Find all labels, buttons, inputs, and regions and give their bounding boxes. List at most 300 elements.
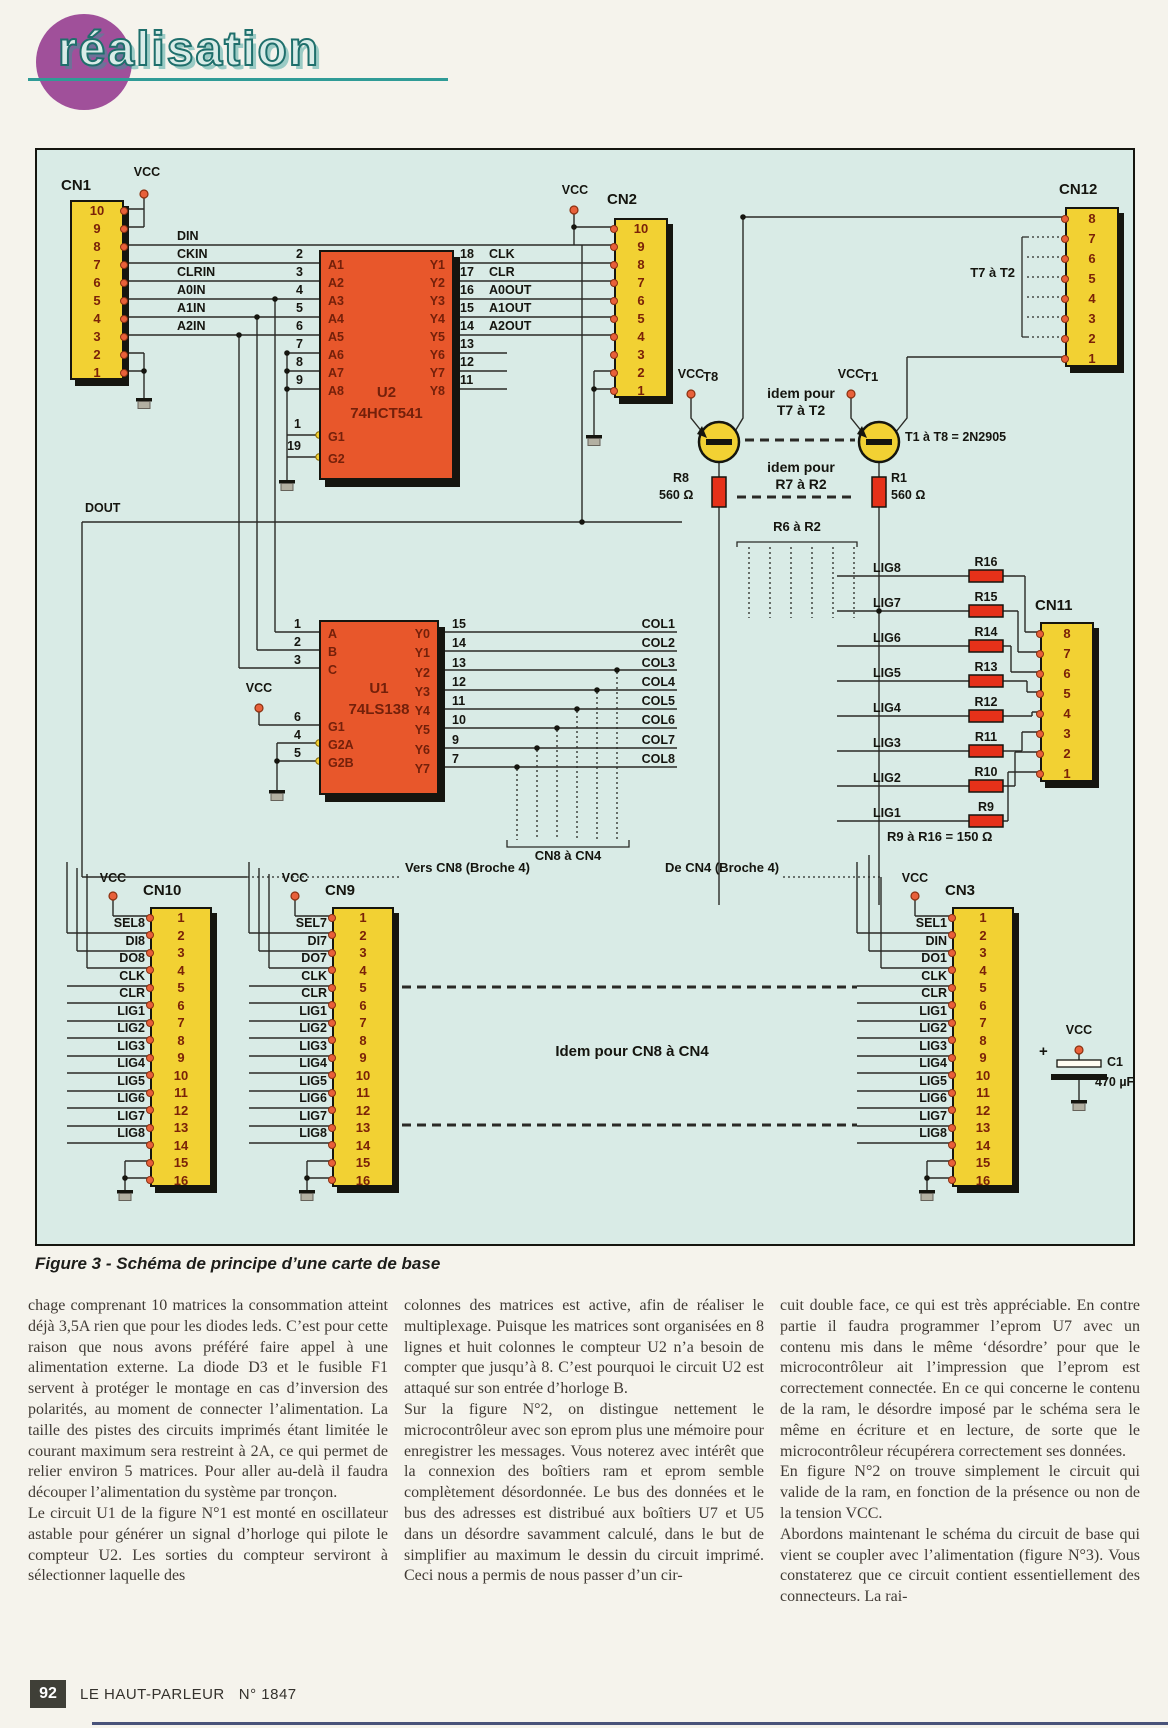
item: CLR bbox=[489, 265, 515, 279]
cn3-pin: 16 bbox=[954, 1172, 1012, 1190]
r1-name: R1 bbox=[891, 471, 907, 485]
cn9-pin: 16 bbox=[334, 1172, 392, 1190]
cn10-pin: 1 bbox=[152, 909, 210, 927]
u1-left-pin: B bbox=[328, 645, 338, 659]
cn1-pin: 6 bbox=[72, 274, 122, 292]
footer-rule bbox=[92, 1722, 1168, 1725]
cn10-pin: 2 bbox=[152, 927, 210, 945]
item: DIN bbox=[177, 229, 199, 243]
vcc-label-cn9: VCC bbox=[281, 871, 309, 885]
item: A0OUT bbox=[489, 283, 532, 297]
cn1-label: CN1 bbox=[61, 177, 92, 194]
cn12-label: CN12 bbox=[1059, 181, 1098, 198]
item: R10 bbox=[974, 765, 998, 779]
item: CLK bbox=[119, 968, 145, 983]
item: DO8 bbox=[119, 951, 145, 965]
u1-right-pin: Y5 bbox=[414, 723, 430, 738]
item: CLR bbox=[921, 986, 947, 1000]
cn10-pin: 3 bbox=[152, 944, 210, 962]
cn10-pin: 7 bbox=[152, 1014, 210, 1032]
cn11-connector bbox=[1040, 622, 1094, 782]
item: 6 bbox=[294, 710, 301, 724]
item: LIG6 bbox=[873, 631, 901, 645]
u2-left-pin: A4 bbox=[328, 312, 344, 326]
item: COL1 bbox=[641, 617, 675, 631]
vcc-label-c1: VCC bbox=[1065, 1023, 1093, 1037]
cn9-pin: 3 bbox=[334, 944, 392, 962]
cn3-label: CN3 bbox=[945, 882, 976, 899]
cn3-pin: 9 bbox=[954, 1049, 1012, 1067]
item: R11 bbox=[974, 730, 998, 744]
magazine-footer bbox=[80, 1686, 297, 1703]
de-cn4-label: De CN4 (Broche 4) bbox=[665, 860, 780, 875]
item: LIG3 bbox=[117, 1038, 145, 1053]
cn11-pin: 5 bbox=[1042, 684, 1092, 704]
cn10-pin: 8 bbox=[152, 1032, 210, 1050]
u1-left-numbers bbox=[275, 615, 301, 669]
vers-cn8-label: Vers CN8 (Broche 4) bbox=[405, 860, 530, 875]
paragraph: colonnes des matrices est active, afin de réaliser le multiplexage. Puisque les matrices sont organisées en 8 lignes et huit colonnes le compteur U2 n’a besoin de compter que jusqu’à 8. C’est pourquoi le circuit U2 est attaqué sur son entrée d’horloge B. bbox=[404, 1297, 764, 1398]
cn12-pin: 8 bbox=[1067, 209, 1117, 229]
c1-value: 470 µF bbox=[1095, 1075, 1135, 1089]
item: COL4 bbox=[641, 674, 675, 689]
item: LIG7 bbox=[299, 1108, 327, 1123]
t8-label: T8 bbox=[703, 369, 719, 384]
vcc-label-cn10: VCC bbox=[99, 871, 127, 885]
vcc-label-cn2: VCC bbox=[561, 183, 589, 197]
cn3-pin: 13 bbox=[954, 1119, 1012, 1137]
cn10-pin: 4 bbox=[152, 962, 210, 980]
cn10-pin: 9 bbox=[152, 1049, 210, 1067]
cn8-cn4-bracket-label: CN8 à CN4 bbox=[534, 848, 602, 863]
item: LIG4 bbox=[117, 1056, 145, 1070]
u1-ic bbox=[319, 620, 439, 795]
item: 2 bbox=[296, 247, 303, 261]
cn9-signals bbox=[245, 915, 327, 1143]
vcc-label-t8: VCC bbox=[677, 367, 705, 381]
item: 12 bbox=[452, 674, 466, 689]
item: LIG6 bbox=[117, 1091, 145, 1105]
item: LIG8 bbox=[919, 1126, 947, 1140]
paragraph: En figure N°2 on trouve simplement le circuit qui valide de la ram, en fonction de la présence ou non de la tension VCC. bbox=[780, 1463, 1140, 1522]
item: 3 bbox=[296, 265, 303, 279]
r1-value: 560 Ω bbox=[891, 488, 926, 502]
article-body bbox=[28, 1296, 1140, 1608]
item: LIG7 bbox=[919, 1108, 947, 1123]
item: LIG2 bbox=[919, 1021, 947, 1035]
cn9-label: CN9 bbox=[325, 882, 356, 899]
item: CLK bbox=[489, 247, 515, 261]
item: LIG2 bbox=[873, 771, 901, 785]
cn3-pin: 11 bbox=[954, 1084, 1012, 1102]
cn10-pin: 11 bbox=[152, 1084, 210, 1102]
cn11-pin: 8 bbox=[1042, 624, 1092, 644]
cn3-signals bbox=[853, 915, 947, 1143]
magazine-section-logo: réalisation bbox=[58, 23, 321, 76]
item: 15 bbox=[452, 617, 466, 631]
cn10-label: CN10 bbox=[143, 882, 182, 899]
dout-label: DOUT bbox=[85, 501, 121, 515]
item: LIG4 bbox=[919, 1056, 947, 1070]
cn3-pin: 14 bbox=[954, 1137, 1012, 1155]
u2-right-pin: Y4 bbox=[429, 312, 445, 326]
item: 2 bbox=[294, 635, 301, 649]
paragraph: Abordons maintenant le schéma du circuit de base qui vient se coupler avec l’alimentation (figure N°3). Vous constaterez que ce circuit contient essentiellement des connecteurs. La rai- bbox=[780, 1525, 1140, 1606]
item: LIG2 bbox=[299, 1021, 327, 1035]
item: LIG1 bbox=[919, 1003, 947, 1018]
item: LIG7 bbox=[117, 1108, 145, 1123]
item: COL2 bbox=[641, 636, 675, 651]
cn3-pin: 5 bbox=[954, 979, 1012, 997]
item: CLK bbox=[921, 968, 947, 983]
u2-right-numbers bbox=[460, 245, 486, 389]
item: R9 bbox=[978, 800, 994, 814]
paragraph: Le circuit U1 de la figure N°1 est monté en oscillateur astable pour générer un signal d’horloge qui pilote le compteur U2. Les sorties du compteur serviront à sélectionner laquelle des bbox=[28, 1504, 388, 1585]
u2-right-pin: Y7 bbox=[429, 366, 445, 380]
cn1-pin: 3 bbox=[72, 328, 122, 346]
u1-right-pin: Y2 bbox=[414, 665, 430, 680]
u2-enable-pin: G1 bbox=[328, 430, 345, 444]
cn3-pin: 15 bbox=[954, 1154, 1012, 1172]
item: 11 bbox=[452, 694, 466, 709]
cn12-pin: 1 bbox=[1067, 349, 1117, 369]
item: CLK bbox=[301, 968, 327, 983]
item: LIG5 bbox=[873, 666, 901, 680]
page-number: 92 bbox=[30, 1680, 66, 1708]
item: 5 bbox=[294, 746, 301, 760]
cn2-pin: 8 bbox=[616, 256, 666, 274]
item: LIG6 bbox=[919, 1091, 947, 1105]
item: LIG5 bbox=[299, 1073, 327, 1088]
cn9-pin: 8 bbox=[334, 1032, 392, 1050]
item: 5 bbox=[296, 301, 303, 315]
item: DO1 bbox=[921, 951, 947, 965]
item: DI7 bbox=[307, 933, 327, 948]
header-rule bbox=[28, 78, 448, 81]
u2-enable-numbers bbox=[265, 413, 301, 457]
cn1-pin: 1 bbox=[72, 364, 122, 382]
cn3-pin: 7 bbox=[954, 1014, 1012, 1032]
u1-right-pin: Y1 bbox=[414, 646, 430, 661]
cn1-pin: 5 bbox=[72, 292, 122, 310]
article-column-3 bbox=[780, 1296, 1140, 1608]
cn12-connector bbox=[1065, 207, 1119, 367]
u1-out-signals bbox=[611, 615, 675, 769]
cn9-pin: 13 bbox=[334, 1119, 392, 1137]
item: 4 bbox=[296, 283, 303, 297]
item: LIG5 bbox=[117, 1073, 145, 1088]
cn2-pin: 3 bbox=[616, 346, 666, 364]
item: COL8 bbox=[641, 752, 675, 767]
u2-right-pin: Y3 bbox=[429, 294, 445, 308]
cn9-pin: 9 bbox=[334, 1049, 392, 1067]
cn10-pin: 16 bbox=[152, 1172, 210, 1190]
cn3-pin: 8 bbox=[954, 1032, 1012, 1050]
idem-cn8-cn4-label: Idem pour CN8 à CN4 bbox=[555, 1043, 709, 1060]
lig-row-labels bbox=[873, 551, 915, 831]
cn1-connector bbox=[70, 200, 124, 380]
u1-right-pin: Y0 bbox=[414, 627, 430, 641]
item: LIG3 bbox=[299, 1038, 327, 1053]
u2-out-signals bbox=[489, 245, 569, 335]
cn3-pin: 12 bbox=[954, 1102, 1012, 1120]
cn1-pin: 9 bbox=[72, 220, 122, 238]
u2-left-pin: A8 bbox=[328, 384, 344, 398]
cn9-pin: 10 bbox=[334, 1067, 392, 1085]
r6-r2-range-label: R6 à R2 bbox=[773, 519, 821, 534]
vcc-label-cn1: VCC bbox=[133, 165, 161, 179]
item: A1OUT bbox=[489, 301, 532, 315]
item: 1 bbox=[294, 617, 301, 631]
item: CLR bbox=[301, 986, 327, 1000]
page-header bbox=[0, 0, 1168, 120]
item: 8 bbox=[296, 355, 303, 369]
cn9-pin: 11 bbox=[334, 1084, 392, 1102]
item: 1 bbox=[294, 417, 301, 431]
cn9-pin: 15 bbox=[334, 1154, 392, 1172]
item: LIG3 bbox=[873, 736, 901, 750]
item: A0IN bbox=[177, 283, 206, 297]
u2-enable-pin: G2 bbox=[328, 452, 345, 466]
item: LIG3 bbox=[919, 1038, 947, 1053]
paragraph: cuit double face, ce qui est très appréciable. En contre partie il faudra programmer l’eprom U7 avec un contenu mis dans le même ‘désordre’ pour que le microcontrôleur ait l’impression que l’eprom est correctement connectée. En ce qui concerne le contenu de la ram, le désordre imposé par le schéma sera le même en écriture et en lecture, de sorte que le microcontrôleur récupérera correctement ses données. bbox=[780, 1297, 1140, 1460]
item: 4 bbox=[294, 728, 301, 742]
item: SEL8 bbox=[113, 916, 145, 930]
issue-number: N° 1847 bbox=[238, 1686, 297, 1703]
item: LIG6 bbox=[299, 1091, 327, 1105]
figure3-schematic bbox=[35, 148, 1135, 1246]
figure-caption: Figure 3 - Schéma de principe d’une carte de base bbox=[35, 1254, 441, 1273]
cn9-pin: 1 bbox=[334, 909, 392, 927]
cn2-pin: 7 bbox=[616, 274, 666, 292]
item: DI8 bbox=[125, 933, 145, 948]
cn10-pin: 12 bbox=[152, 1102, 210, 1120]
cn1-pin: 4 bbox=[72, 310, 122, 328]
transistor-type-note: T1 à T8 = 2N2905 bbox=[905, 430, 1007, 444]
cn10-pin: 5 bbox=[152, 979, 210, 997]
t1-label: T1 bbox=[863, 369, 879, 384]
r8-name: R8 bbox=[673, 471, 689, 485]
u2-left-pin: A5 bbox=[328, 330, 344, 344]
item: 13 bbox=[452, 655, 466, 670]
item: COL3 bbox=[641, 655, 675, 670]
cn2-pin: 6 bbox=[616, 292, 666, 310]
lig-resistor-labels bbox=[967, 545, 1005, 825]
u2-right-pin: Y6 bbox=[429, 348, 445, 362]
cn9-pin: 12 bbox=[334, 1102, 392, 1120]
item: COL7 bbox=[641, 732, 675, 747]
cn2-pin: 9 bbox=[616, 238, 666, 256]
item: 10 bbox=[452, 713, 466, 728]
item: COL6 bbox=[641, 713, 675, 728]
item: LIG2 bbox=[117, 1021, 145, 1035]
cn11-label: CN11 bbox=[1035, 597, 1073, 614]
cn10-signals bbox=[63, 915, 145, 1143]
u2-left-pin: A2 bbox=[328, 276, 344, 290]
u2-part: 74HCT541 bbox=[350, 405, 423, 422]
cn11-pin: 2 bbox=[1042, 744, 1092, 764]
item: R12 bbox=[974, 695, 998, 709]
cn10-pin: 14 bbox=[152, 1137, 210, 1155]
cn3-pin: 1 bbox=[954, 909, 1012, 927]
item: R13 bbox=[974, 660, 998, 674]
item: 18 bbox=[460, 247, 474, 261]
item: LIG1 bbox=[117, 1003, 145, 1018]
idem-r-label: idem pour bbox=[767, 459, 835, 475]
paragraph: chage comprenant 10 matrices la consommation atteint déjà 3,5A rien que pour les diodes leds. C’est pour cette raison que nous avons préféré faire appel à une alimentation externe. La diode D3 et le fusible F1 servent à protéger le montage en cas d’inversion des polarités, au moment de connecter l’alimentation. La taille des pistes des circuits imprimés étant limitée le courant maximum sera restreint à 2A, ce qui permet de relier environ 5 matrices. Pour aller au-delà il faudra découper l’alimentation du système par tronçon. bbox=[28, 1297, 388, 1502]
u1-left-pin: C bbox=[328, 663, 338, 677]
cn3-pin: 10 bbox=[954, 1067, 1012, 1085]
item: LIG5 bbox=[919, 1073, 947, 1088]
item: 7 bbox=[452, 752, 459, 767]
item: A1IN bbox=[177, 301, 206, 315]
item: 11 bbox=[460, 373, 474, 387]
r8-value: 560 Ω bbox=[659, 488, 694, 502]
cn12-pin: 6 bbox=[1067, 249, 1117, 269]
item: DIN bbox=[925, 933, 947, 948]
cn10-pin: 10 bbox=[152, 1067, 210, 1085]
paragraph: Sur la figure N°2, on distingue nettement le microcontrôleur avec son eprom plus une mémoire pour enregistrer les messages. Vous noterez avec intérêt que la connexion des boîtiers ram et eprom semble complètement désordonnée. Le bus des données et le bus des adresses est distribué aux boîtiers U7 et U5 dans un désordre savamment calculé, dans le but de simplifier au maximum le dessin du circuit imprimé. Ceci nous a permis de nous passer d’un cir- bbox=[404, 1400, 764, 1585]
cn11-pin: 4 bbox=[1042, 704, 1092, 724]
item: CLR bbox=[119, 986, 145, 1000]
u1-left-pin: A bbox=[328, 627, 338, 641]
u2-right-pin: Y8 bbox=[429, 384, 445, 398]
article-column-1 bbox=[28, 1296, 388, 1608]
cn12-pin: 3 bbox=[1067, 309, 1117, 329]
cn10-pin: 6 bbox=[152, 997, 210, 1015]
item: 14 bbox=[460, 319, 474, 333]
cn9-pin: 5 bbox=[334, 979, 392, 997]
cn10-pin: 15 bbox=[152, 1154, 210, 1172]
u2-left-pin: A3 bbox=[328, 294, 344, 308]
item: 15 bbox=[460, 301, 474, 315]
item: 6 bbox=[296, 319, 303, 333]
cn11-pin: 1 bbox=[1042, 764, 1092, 784]
cn1-pin: 7 bbox=[72, 256, 122, 274]
item: R14 bbox=[974, 625, 998, 639]
cn10-pin: 13 bbox=[152, 1119, 210, 1137]
u1-name: U1 bbox=[369, 680, 389, 697]
item: 19 bbox=[287, 439, 301, 453]
u2-ic bbox=[319, 250, 454, 480]
item: R16 bbox=[974, 555, 998, 569]
item: 9 bbox=[296, 373, 303, 387]
cn9-pin: 14 bbox=[334, 1137, 392, 1155]
transistor-t1-icon bbox=[857, 422, 899, 462]
u2-name: U2 bbox=[376, 384, 397, 401]
cn2-pin: 2 bbox=[616, 364, 666, 382]
item: 9 bbox=[452, 732, 459, 747]
item: LIG1 bbox=[873, 806, 901, 820]
cn12-pin: 4 bbox=[1067, 289, 1117, 309]
item: LIG4 bbox=[299, 1056, 327, 1070]
cn2-label: CN2 bbox=[607, 191, 638, 208]
cn2-pin: 1 bbox=[616, 382, 666, 400]
cn3-pin: 3 bbox=[954, 944, 1012, 962]
item: R15 bbox=[974, 590, 998, 604]
cn3-pin: 4 bbox=[954, 962, 1012, 980]
article-column-2 bbox=[404, 1296, 764, 1608]
u1-enable-pin: G2B bbox=[328, 756, 354, 770]
item: CLRIN bbox=[177, 265, 216, 279]
item: LIG8 bbox=[117, 1126, 145, 1140]
c1-name: C1 bbox=[1107, 1055, 1123, 1069]
item: LIG8 bbox=[299, 1126, 327, 1140]
cn11-pin: 7 bbox=[1042, 644, 1092, 664]
cn3-connector bbox=[952, 907, 1014, 1187]
item: A2OUT bbox=[489, 319, 532, 333]
u2-right-pin: Y2 bbox=[429, 276, 445, 290]
u2-left-pin: A1 bbox=[328, 258, 344, 272]
u2-right-pin: Y5 bbox=[429, 330, 445, 344]
item: LIG7 bbox=[873, 596, 901, 610]
idem-t-range-label: T7 à T2 bbox=[776, 402, 826, 418]
cn1-pin: 8 bbox=[72, 238, 122, 256]
cn3-pin: 2 bbox=[954, 927, 1012, 945]
cn9-pin: 7 bbox=[334, 1014, 392, 1032]
vcc-label-u1: VCC bbox=[245, 681, 273, 695]
u1-enable-numbers bbox=[275, 708, 301, 762]
item: LIG8 bbox=[873, 561, 901, 575]
item: LIG4 bbox=[873, 701, 901, 715]
u1-right-pin: Y3 bbox=[414, 684, 430, 699]
u1-part: 74LS138 bbox=[348, 701, 410, 718]
vcc-label-cn3: VCC bbox=[901, 871, 929, 885]
cn9-pin: 4 bbox=[334, 962, 392, 980]
item: SEL1 bbox=[915, 916, 947, 930]
u1-right-pin: Y7 bbox=[414, 762, 430, 777]
cn9-pin: 6 bbox=[334, 997, 392, 1015]
transistor-t8-icon bbox=[697, 422, 739, 462]
cn12-range-label: T7 à T2 bbox=[970, 265, 1015, 280]
cn9-pin: 2 bbox=[334, 927, 392, 945]
item: CKIN bbox=[177, 247, 208, 261]
cn9-connector bbox=[332, 907, 394, 1187]
u2-left-pin: A7 bbox=[328, 366, 344, 380]
cn1-signals bbox=[177, 227, 267, 335]
item: 14 bbox=[452, 636, 466, 651]
item: 7 bbox=[296, 337, 303, 351]
u2-left-pin: A6 bbox=[328, 348, 344, 362]
cn12-pin: 2 bbox=[1067, 329, 1117, 349]
u1-right-pin: Y6 bbox=[414, 742, 430, 757]
cn12-pin: 7 bbox=[1067, 229, 1117, 249]
idem-t-label: idem pour bbox=[767, 385, 835, 401]
item: DO7 bbox=[301, 951, 327, 965]
cn1-pin: 2 bbox=[72, 346, 122, 364]
u1-right-pin: Y4 bbox=[414, 704, 430, 719]
cn2-pin: 10 bbox=[616, 220, 666, 238]
u1-right-numbers bbox=[452, 615, 478, 769]
cn1-pin: 10 bbox=[72, 202, 122, 220]
r9-r16-note: R9 à R16 = 150 Ω bbox=[887, 829, 993, 844]
cn11-pin: 3 bbox=[1042, 724, 1092, 744]
item: 16 bbox=[460, 283, 474, 297]
item: 17 bbox=[460, 265, 474, 279]
c1-plus-sign: + bbox=[1039, 1043, 1048, 1060]
cn2-connector bbox=[614, 218, 668, 398]
item: 13 bbox=[460, 337, 474, 351]
u1-enable-pin: G1 bbox=[328, 720, 345, 734]
cn2-pin: 4 bbox=[616, 328, 666, 346]
magazine-name: LE HAUT-PARLEUR bbox=[80, 1686, 225, 1703]
cn11-pin: 6 bbox=[1042, 664, 1092, 684]
item: 12 bbox=[460, 355, 474, 369]
item: SEL7 bbox=[295, 916, 327, 930]
item: 3 bbox=[294, 653, 301, 667]
u1-enable-pin: G2A bbox=[328, 738, 354, 752]
item: A2IN bbox=[177, 319, 206, 333]
